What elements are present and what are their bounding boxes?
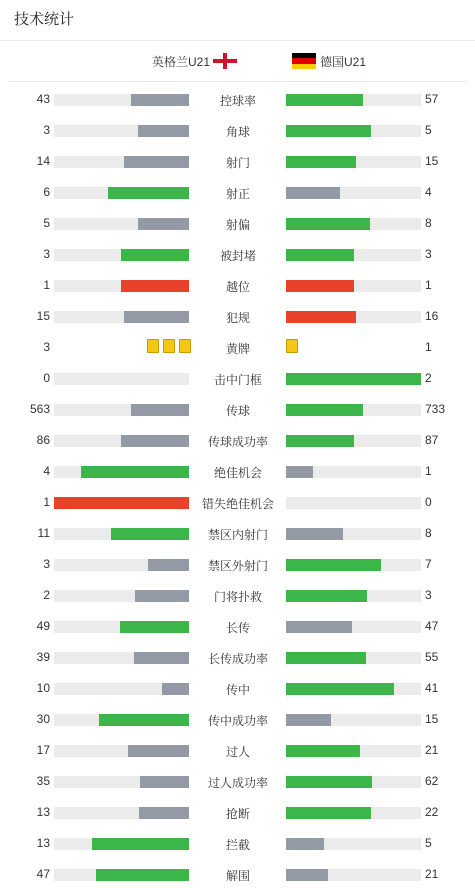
stat-label: 禁区内射门 <box>207 528 268 542</box>
away-bar <box>286 590 421 602</box>
home-value: 30 <box>36 712 50 726</box>
away-value: 22 <box>425 805 439 819</box>
away-bar <box>286 125 421 137</box>
home-bar <box>54 652 189 664</box>
stat-label: 传球 <box>225 404 250 418</box>
home-bar-fill <box>134 652 189 664</box>
away-bar-fill <box>286 807 371 819</box>
home-bar-fill <box>121 435 189 447</box>
home-bar <box>54 280 189 292</box>
away-bar <box>286 745 421 757</box>
home-bar <box>54 249 189 261</box>
home-bar-fill <box>120 621 189 633</box>
stat-row <box>0 268 475 299</box>
home-value: 5 <box>43 216 50 230</box>
away-bar-fill <box>286 404 363 416</box>
away-bar <box>286 187 421 199</box>
home-value: 13 <box>36 805 50 819</box>
home-bar <box>54 559 189 571</box>
away-value: 0 <box>425 495 432 509</box>
home-bar-fill <box>99 714 189 726</box>
stat-label: 长传 <box>225 621 250 635</box>
away-bar <box>286 435 421 447</box>
away-bar <box>286 559 421 571</box>
away-bar-fill <box>286 466 313 478</box>
home-bar-fill <box>138 218 189 230</box>
away-bar-fill <box>286 714 331 726</box>
home-bar-fill <box>108 187 189 199</box>
home-value: 17 <box>36 743 50 757</box>
stat-row <box>0 237 475 268</box>
home-bar <box>54 528 189 540</box>
stat-label: 过人成功率 <box>207 776 268 790</box>
home-bar-fill <box>121 280 189 292</box>
stat-label: 长传成功率 <box>207 652 268 666</box>
home-value: 11 <box>37 526 50 540</box>
home-value: 15 <box>36 309 50 323</box>
stat-label: 拦截 <box>225 838 250 852</box>
yellow-card-icon <box>147 339 159 353</box>
stat-row <box>0 671 475 702</box>
stat-label: 被封堵 <box>219 249 256 263</box>
stat-label: 控球率 <box>219 94 256 108</box>
away-value: 5 <box>425 836 432 850</box>
stat-row <box>0 516 475 547</box>
home-bar <box>54 776 189 788</box>
home-value: 3 <box>43 340 50 354</box>
home-bar-fill <box>111 528 189 540</box>
away-bar-fill <box>286 218 370 230</box>
stat-label: 解围 <box>225 869 250 883</box>
away-bar <box>286 404 421 416</box>
home-value: 35 <box>36 774 50 788</box>
yellow-card-icon <box>286 339 298 353</box>
away-bar <box>286 249 421 261</box>
away-bar <box>286 714 421 726</box>
home-team-name: 英格兰U21 <box>151 54 210 69</box>
home-bar-fill <box>121 249 189 261</box>
home-team[interactable] <box>9 53 237 70</box>
home-value: 4 <box>43 464 50 478</box>
home-bar <box>54 807 189 819</box>
home-value: 1 <box>43 495 50 509</box>
stat-row <box>0 423 475 454</box>
home-bar-fill <box>140 776 189 788</box>
stat-row <box>0 733 475 764</box>
home-bar <box>54 745 189 757</box>
home-value: 49 <box>36 619 50 633</box>
away-value: 1 <box>425 278 432 292</box>
away-bar-fill <box>286 311 356 323</box>
stat-row <box>0 113 475 144</box>
home-bar-fill <box>92 838 189 850</box>
home-value: 39 <box>36 650 50 664</box>
stat-label: 禁区外射门 <box>207 559 268 573</box>
home-bar-fill <box>135 590 189 602</box>
stat-row <box>0 640 475 671</box>
home-bar <box>54 404 189 416</box>
home-bar-fill <box>124 311 189 323</box>
away-value: 8 <box>425 216 432 230</box>
away-bar <box>286 621 421 633</box>
home-bar-fill <box>131 404 189 416</box>
yellow-card-icon <box>179 339 191 353</box>
away-value: 21 <box>425 743 439 757</box>
stat-row <box>0 547 475 578</box>
away-bar-fill <box>286 435 354 447</box>
home-value: 43 <box>36 92 50 106</box>
home-bar-fill <box>54 497 189 509</box>
home-value: 3 <box>43 123 50 137</box>
germany-flag-icon <box>292 53 316 69</box>
home-bar-fill <box>124 156 189 168</box>
away-bar <box>286 683 421 695</box>
away-value: 62 <box>425 774 439 788</box>
home-bar <box>54 714 189 726</box>
home-value: 10 <box>36 681 50 695</box>
home-bar <box>54 218 189 230</box>
stat-label: 门将扑救 <box>213 590 262 604</box>
away-bar-fill <box>286 838 324 850</box>
away-team[interactable] <box>237 53 366 70</box>
stat-row <box>0 392 475 423</box>
away-value: 55 <box>425 650 439 664</box>
home-bar-fill <box>96 869 189 881</box>
home-bar-fill <box>131 94 189 106</box>
stat-label: 传球成功率 <box>207 435 268 449</box>
away-value: 47 <box>425 619 439 633</box>
stat-label: 射偏 <box>225 218 250 232</box>
away-bar <box>286 373 421 385</box>
away-bar-fill <box>286 776 372 788</box>
away-bar-fill <box>286 745 360 757</box>
home-bar <box>54 125 189 137</box>
away-value: 16 <box>425 309 439 323</box>
away-bar-fill <box>286 590 367 602</box>
away-bar <box>286 652 421 664</box>
away-bar-fill <box>286 621 352 633</box>
home-bar <box>54 590 189 602</box>
stat-label: 传中成功率 <box>207 714 268 728</box>
home-value: 0 <box>43 371 50 385</box>
home-bar <box>54 156 189 168</box>
stat-row <box>0 175 475 206</box>
stat-row <box>0 330 475 361</box>
away-value: 41 <box>425 681 439 695</box>
home-bar <box>54 187 189 199</box>
away-value: 733 <box>425 402 446 416</box>
home-value: 1 <box>43 278 50 292</box>
home-bar-fill <box>148 559 189 571</box>
stat-label: 过人 <box>225 745 250 759</box>
stat-label: 抢断 <box>225 807 250 821</box>
away-value: 1 <box>425 340 432 354</box>
away-value: 2 <box>425 371 432 385</box>
away-bar <box>286 94 421 106</box>
away-value: 8 <box>425 526 432 540</box>
home-value: 14 <box>36 154 50 168</box>
home-value: 47 <box>36 867 50 881</box>
away-value: 57 <box>425 92 439 106</box>
away-yellow-cards <box>286 339 298 353</box>
home-bar-fill <box>162 683 189 695</box>
away-bar <box>286 280 421 292</box>
home-value: 86 <box>36 433 50 447</box>
away-bar <box>286 156 421 168</box>
away-bar-fill <box>286 156 356 168</box>
away-bar-fill <box>286 559 381 571</box>
stat-label: 传中 <box>225 683 250 697</box>
stat-row <box>0 454 475 485</box>
away-value: 7 <box>425 557 432 571</box>
stat-label: 绝佳机会 <box>213 466 262 480</box>
home-bar <box>54 683 189 695</box>
away-bar <box>286 466 421 478</box>
home-bar <box>54 435 189 447</box>
stat-label: 射门 <box>225 156 250 170</box>
section-title: 技术统计 <box>0 0 475 41</box>
away-value: 15 <box>425 712 439 726</box>
home-value: 563 <box>29 402 50 416</box>
away-bar <box>286 838 421 850</box>
away-bar-fill <box>286 652 366 664</box>
home-bar <box>54 497 189 509</box>
away-value: 3 <box>425 588 432 602</box>
away-bar <box>286 869 421 881</box>
stat-row <box>0 485 475 516</box>
england-flag-icon <box>213 53 237 69</box>
away-bar-fill <box>286 94 363 106</box>
stat-row <box>0 857 475 888</box>
home-value: 2 <box>43 588 50 602</box>
away-value: 1 <box>425 464 432 478</box>
stat-label: 角球 <box>225 125 250 139</box>
away-value: 3 <box>425 247 432 261</box>
stat-row <box>0 609 475 640</box>
home-yellow-cards <box>147 339 191 353</box>
stats-list <box>0 82 475 888</box>
stat-row <box>0 795 475 826</box>
home-bar <box>54 94 189 106</box>
away-value: 21 <box>425 867 439 881</box>
away-bar-fill <box>286 187 340 199</box>
home-bar-fill <box>139 807 189 819</box>
away-bar-fill <box>286 683 394 695</box>
yellow-card-icon <box>163 339 175 353</box>
stat-label: 犯规 <box>225 311 250 325</box>
stat-row <box>0 764 475 795</box>
stat-row <box>0 144 475 175</box>
away-value: 15 <box>425 154 439 168</box>
away-bar-fill <box>286 869 328 881</box>
away-bar <box>286 807 421 819</box>
stat-label: 错失绝佳机会 <box>201 497 274 511</box>
home-bar-fill <box>128 745 189 757</box>
home-bar <box>54 621 189 633</box>
stat-label: 黄牌 <box>225 342 250 356</box>
stat-row <box>0 299 475 330</box>
stat-label: 击中门框 <box>213 373 262 387</box>
away-bar <box>286 311 421 323</box>
away-bar <box>286 497 421 509</box>
stat-row <box>0 702 475 733</box>
teams-header <box>9 41 466 82</box>
away-bar-fill <box>286 125 371 137</box>
away-value: 87 <box>425 433 439 447</box>
home-bar-fill <box>138 125 189 137</box>
home-bar <box>54 373 189 385</box>
away-value: 4 <box>425 185 432 199</box>
home-bar-fill <box>81 466 189 478</box>
stat-row <box>0 578 475 609</box>
stat-row <box>0 826 475 857</box>
away-bar-fill <box>286 280 354 292</box>
stat-row <box>0 206 475 237</box>
stat-row <box>0 82 475 113</box>
away-bar-fill <box>286 249 354 261</box>
away-bar-fill <box>286 528 343 540</box>
home-value: 3 <box>43 247 50 261</box>
home-value: 6 <box>43 185 50 199</box>
stat-label: 越位 <box>225 280 250 294</box>
away-bar <box>286 218 421 230</box>
home-value: 13 <box>36 836 50 850</box>
away-team-name: 德国U21 <box>320 54 367 69</box>
away-bar-fill <box>286 373 421 385</box>
stat-row <box>0 361 475 392</box>
home-bar <box>54 838 189 850</box>
away-bar <box>286 776 421 788</box>
away-bar <box>286 528 421 540</box>
home-value: 3 <box>43 557 50 571</box>
home-bar <box>54 311 189 323</box>
away-value: 5 <box>425 123 432 137</box>
stat-label: 射正 <box>225 187 250 201</box>
home-bar <box>54 466 189 478</box>
home-bar <box>54 869 189 881</box>
